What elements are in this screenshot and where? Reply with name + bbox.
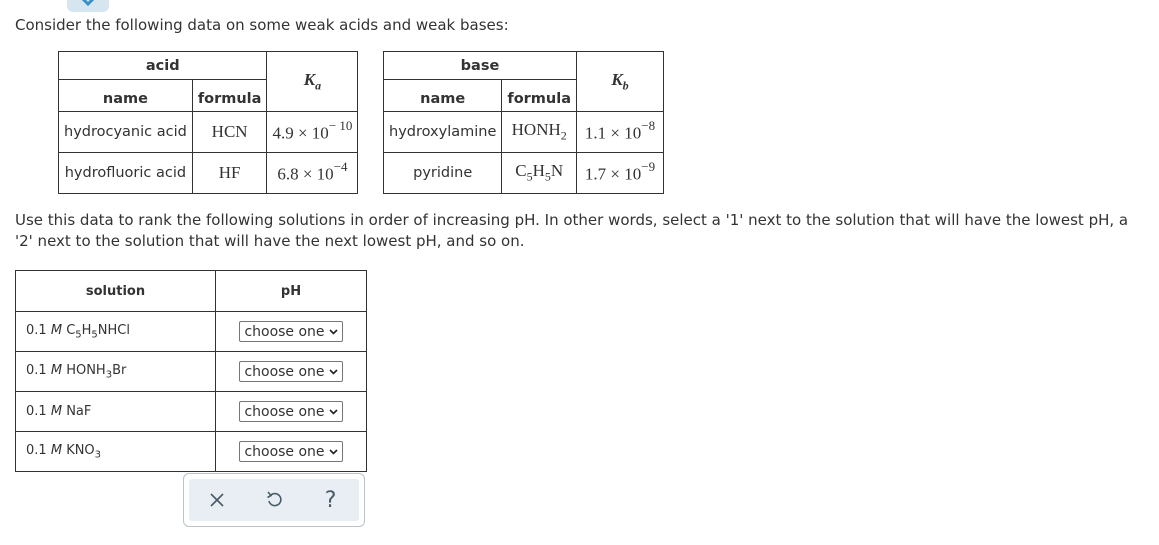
acid-formula-cell: HF: [192, 153, 267, 194]
clear-button[interactable]: [202, 485, 232, 515]
acid-group-header: acid: [59, 52, 267, 80]
instructions-text: Use this data to rank the following solutions in order of increasing pH. In other words, select a '1' next to the solution that will have the lowest pH, a '2' next to the solution that will have the next lowest pH, and so on.: [15, 211, 1129, 250]
base-formula-header: formula: [502, 80, 577, 112]
toolbar-inner: [189, 479, 359, 521]
solution-cell: 0.1 M $HONH_3Br$: [16, 352, 216, 392]
ph-cell: [216, 352, 367, 392]
acid-name-cell: hydrocyanic acid: [59, 112, 193, 153]
acid-table: [58, 51, 358, 194]
table-row: [384, 153, 664, 194]
ka-value-cell: $4.9 \times 10^{- 10}$: [267, 112, 358, 153]
help-icon: ?: [324, 487, 337, 513]
base-group-header: base: [384, 52, 577, 80]
base-formula-cell: $HONH_2$: [502, 112, 577, 153]
intro-text: Consider the following data on some weak acids and weak bases:: [15, 16, 509, 34]
table-row: [16, 392, 367, 432]
table-row: [59, 112, 358, 153]
undo-icon: [265, 491, 283, 509]
ph-rank-select[interactable]: choose one: [239, 361, 342, 382]
solution-header: solution: [16, 271, 216, 312]
ph-rank-select[interactable]: choose one: [239, 441, 342, 462]
chevron-down-icon: [80, 0, 96, 6]
table-row: [16, 352, 367, 392]
table-row: [59, 153, 358, 194]
table-row: [16, 432, 367, 472]
kb-value-cell: $1.1 \times 10^{-8}$: [577, 112, 664, 153]
base-name-header: name: [384, 80, 502, 112]
chevron-down-icon: [329, 449, 338, 455]
ka-header: $K_a$: [267, 52, 358, 112]
chevron-down-icon: [329, 369, 338, 375]
base-name-cell: hydroxylamine: [384, 112, 502, 153]
ph-header: pH: [216, 271, 367, 312]
acid-formula-cell: HCN: [192, 112, 267, 153]
ranking-table: [15, 270, 367, 472]
solution-cell: 0.1 M NaF: [16, 392, 216, 432]
collapse-chevron-button[interactable]: [67, 0, 109, 12]
acid-formula-header: formula: [192, 80, 267, 112]
table-row: [384, 112, 664, 153]
solution-cell: 0.1 M $KNO_3$: [16, 432, 216, 472]
ph-cell: [216, 432, 367, 472]
kb-value-cell: $1.7 \times 10^{-9}$: [577, 153, 664, 194]
help-button[interactable]: [316, 485, 346, 515]
ph-rank-select[interactable]: choose one: [239, 401, 342, 422]
ph-cell: [216, 312, 367, 352]
base-name-cell: pyridine: [384, 153, 502, 194]
acid-name-header: name: [59, 80, 193, 112]
acid-name-cell: hydrofluoric acid: [59, 153, 193, 194]
chevron-down-icon: [329, 329, 338, 335]
chevron-down-icon: [329, 409, 338, 415]
ph-cell: [216, 392, 367, 432]
table-row: [16, 312, 367, 352]
undo-button[interactable]: [259, 485, 289, 515]
close-icon: [209, 492, 225, 508]
base-formula-cell: $C_5H_5N$: [502, 153, 577, 194]
base-table: [383, 51, 664, 194]
answer-toolbar: [183, 473, 365, 527]
ka-value-cell: $6.8 \times 10^{-4}$: [267, 153, 358, 194]
kb-header: $K_b$: [577, 52, 664, 112]
ph-rank-select[interactable]: choose one: [239, 321, 342, 342]
solution-cell: 0.1 M $C_5H_5NHCl$: [16, 312, 216, 352]
